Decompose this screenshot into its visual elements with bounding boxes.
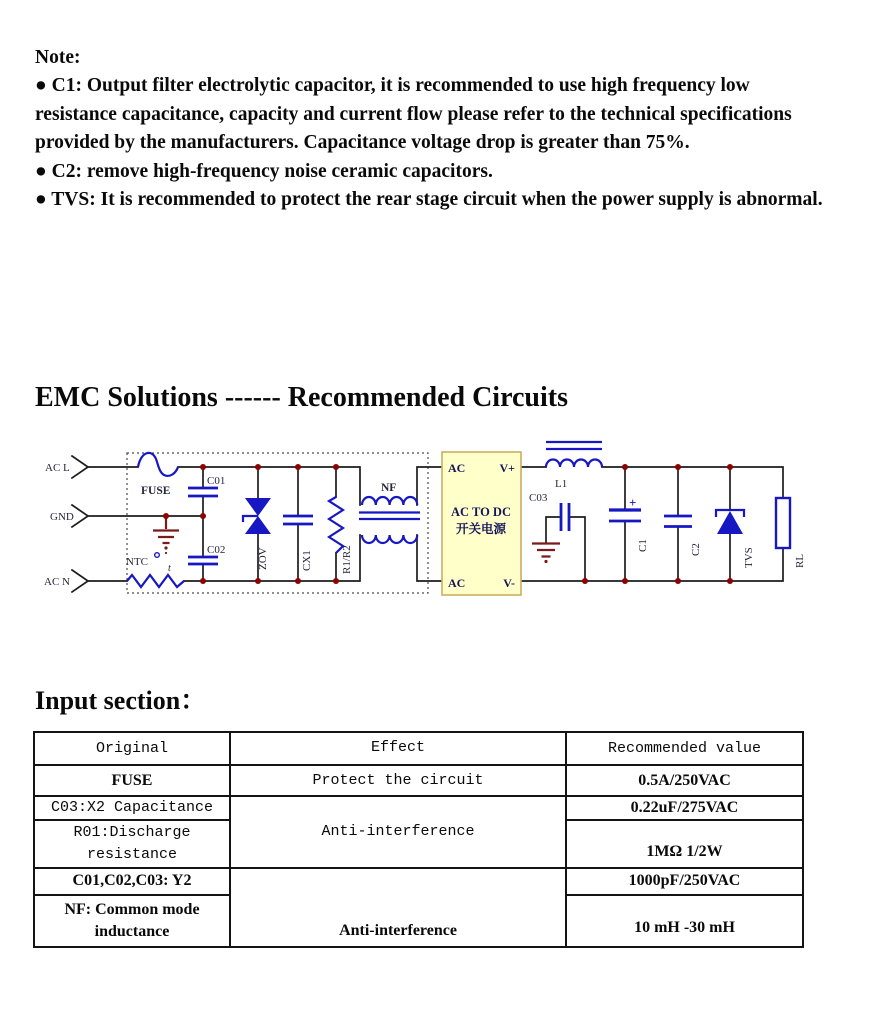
c02-plates (188, 557, 218, 564)
circuit-diagram (0, 430, 873, 630)
nf-top-coil (362, 497, 417, 505)
rl-load-resistor (776, 498, 806, 568)
terminal-label-gnd: GND (50, 511, 74, 523)
junction-dot (727, 464, 733, 470)
terminal-label-acl: AC L (45, 462, 70, 474)
cell-x2-effect: Anti-interference (230, 796, 566, 868)
c03-capacitor (529, 492, 569, 531)
cell-fuse-value: 0.5A/250VAC (566, 765, 803, 796)
r1r2-label: R1/R2 (341, 545, 353, 574)
l1-core-lines (546, 442, 602, 449)
ground-bars (532, 544, 560, 557)
cell-x2-value: 0.22uF/275VAC (566, 796, 803, 820)
c02-capacitor (188, 544, 225, 564)
converter-ac-in-bottom: AC (448, 576, 466, 590)
input-section-heading: Input section： (35, 686, 207, 715)
c01-label: C01 (207, 475, 226, 487)
cx1-plates (283, 516, 313, 524)
cx1-label: CX1 (301, 550, 313, 571)
l1-coil (546, 460, 602, 468)
r1r2-zigzag (329, 497, 343, 553)
terminal-label-acn: AC N (44, 576, 70, 588)
c1-polarity-plus: + (629, 495, 637, 510)
junction-dot (622, 578, 628, 584)
terminal-chevron-acl (72, 456, 88, 478)
rl-box (776, 498, 790, 548)
earth-ground-left (153, 516, 179, 554)
header-original: Original (34, 732, 230, 765)
junction-dot (295, 578, 301, 584)
table-row-x2 (34, 796, 803, 820)
acdc-converter-box (442, 452, 521, 595)
c1-label: C1 (637, 539, 649, 552)
cell-x2-name: C03:X2 Capacitance (34, 796, 230, 820)
zov-triangle-down (245, 498, 271, 516)
l1-inductor (546, 442, 602, 490)
note-block (35, 44, 829, 214)
fuse-wave (138, 453, 178, 476)
c2-capacitor (664, 516, 702, 556)
cell-nf-name: NF: Common mode inductance (34, 895, 230, 947)
c03-label: C03 (529, 492, 548, 504)
ntc-thermistor (126, 553, 184, 587)
ntc-zigzag (127, 575, 184, 587)
ground-dot (544, 560, 547, 563)
terminal-chevron-gnd (72, 505, 88, 527)
converter-title-cn: 开关电源 (455, 522, 507, 536)
input-terminals (44, 456, 88, 592)
junction-dot (295, 464, 301, 470)
header-effect: Effect (230, 732, 566, 765)
cell-fuse-effect: Protect the circuit (230, 765, 566, 796)
fuse-label: FUSE (141, 485, 171, 497)
cell-fuse-name: FUSE (34, 765, 230, 796)
junction-dot (200, 464, 206, 470)
nf-bottom-coil (362, 535, 417, 543)
header-recommended-value: Recommended value (566, 732, 803, 765)
note-bullet-c1: ● C1: Output filter electrolytic capacitor, it is recommended to use high frequency low resistance capacitance, capacity and current flow please refer to the technical specifications provided by the manufacturers. Capacitance voltage drop is greater than 75%. (35, 75, 792, 154)
zov-label: ZOV (257, 547, 269, 570)
zov-varistor (243, 498, 271, 570)
junction-dot (200, 578, 206, 584)
terminal-chevron-acn (72, 570, 88, 592)
note-bullet-tvs: ● TVS: It is recommended to protect the rear stage circuit when the power supply is abnormal. (35, 189, 823, 211)
ntc-t-mark: t (168, 563, 171, 574)
junction-dot (727, 578, 733, 584)
table-row-fuse (34, 765, 803, 796)
c2-label: C2 (690, 543, 702, 556)
nf-label: NF (381, 482, 397, 494)
zov-triangle-up (245, 516, 271, 534)
fuse-symbol (138, 453, 178, 497)
rl-label: RL (794, 553, 806, 568)
c01-capacitor (188, 475, 225, 496)
junction-dot (333, 578, 339, 584)
junction-dot (163, 513, 169, 519)
input-section-table (33, 731, 804, 948)
table-header-row (34, 732, 803, 765)
cell-y2-value: 1000pF/250VAC (566, 868, 803, 895)
ground-bars (153, 516, 179, 543)
junction-dot (255, 464, 261, 470)
converter-vminus: V- (503, 576, 515, 590)
junction-dot (333, 464, 339, 470)
l1-label: L1 (555, 478, 568, 490)
converter-ac-in-top: AC (448, 461, 466, 475)
cell-y2-effect: Anti-interference (230, 868, 566, 947)
converter-title-en: AC TO DC (451, 505, 511, 519)
cell-nf-value: 10 mH -30 mH (566, 895, 803, 947)
converter-vplus: V+ (499, 461, 515, 475)
note-bullet-c2: ● C2: remove high-frequency noise ceramic capacitors. (35, 160, 493, 182)
cell-y2-name: C01,C02,C03: Y2 (34, 868, 230, 895)
table-row-y2 (34, 868, 803, 895)
emc-section-heading: EMC Solutions ------ Recommended Circuits (35, 382, 568, 413)
junction-dot (255, 578, 261, 584)
c01-plates (188, 488, 218, 496)
ntc-label: NTC (126, 556, 148, 568)
junction-dot (582, 578, 588, 584)
junction-dot (675, 578, 681, 584)
c1-electrolytic-capacitor (609, 495, 649, 552)
junction-dot (200, 513, 206, 519)
r1r2-resistor (329, 497, 353, 574)
ntc-circle-mark (155, 553, 160, 558)
cell-r01-name: R01:Discharge resistance (34, 820, 230, 868)
c03-plates (561, 503, 569, 531)
tvs-label: TVS (743, 547, 755, 568)
ground-dot (165, 552, 167, 554)
nf-core-lines (359, 513, 420, 520)
c02-label: C02 (207, 544, 226, 556)
ground-dot (164, 546, 167, 549)
note-heading: Note: (35, 47, 81, 68)
junction-dot (622, 464, 628, 470)
tvs-diode (716, 510, 755, 568)
earth-ground-c03 (532, 544, 560, 564)
nf-common-mode-choke (359, 482, 420, 543)
cell-r01-value: 1MΩ 1/2W (566, 820, 803, 868)
tvs-triangle (717, 511, 743, 534)
junction-dot (675, 464, 681, 470)
c2-plates (664, 516, 692, 527)
